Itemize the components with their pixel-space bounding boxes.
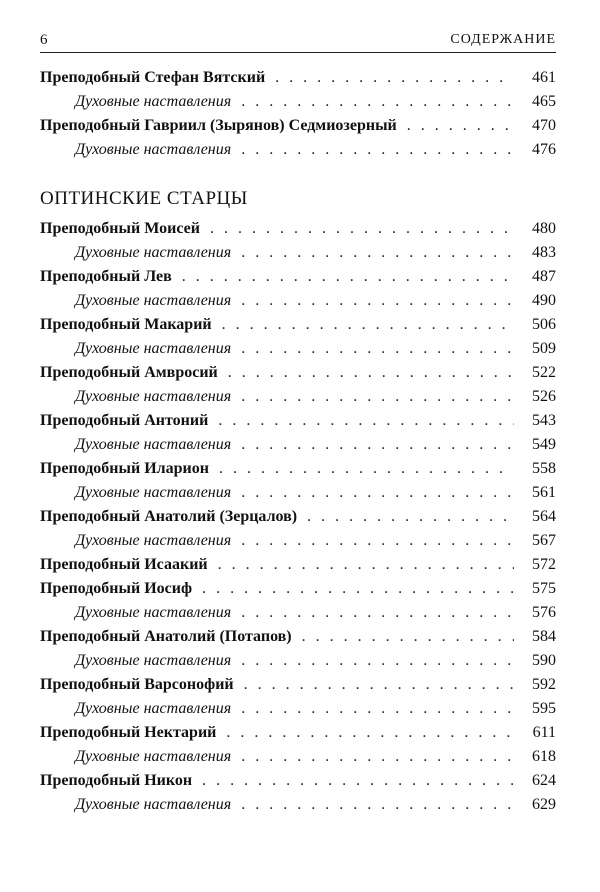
entry-title: Преподобный Стефан Вятский bbox=[40, 69, 266, 86]
page-ref: 564 bbox=[532, 508, 556, 525]
page-number: 6 bbox=[40, 32, 48, 48]
page-ref: 526 bbox=[532, 388, 556, 405]
toc-subentry[interactable] bbox=[40, 90, 556, 114]
toc-subentry[interactable] bbox=[40, 289, 556, 313]
page-ref: 618 bbox=[532, 748, 556, 765]
dot-leader bbox=[241, 649, 514, 673]
dot-leader bbox=[307, 505, 514, 529]
dot-leader bbox=[241, 481, 514, 505]
entry-title: Преподобный Гавриил (Зырянов) Седмиозерный bbox=[40, 117, 397, 134]
page-ref: 572 bbox=[532, 556, 556, 573]
page-ref: 465 bbox=[532, 93, 556, 110]
page-ref: 461 bbox=[532, 69, 556, 86]
entry-title: Преподобный Нектарий bbox=[40, 724, 217, 741]
subentry-title: Духовные наставления bbox=[75, 244, 232, 261]
subentry-title: Духовные наставления bbox=[75, 652, 232, 669]
page-ref: 558 bbox=[532, 460, 556, 477]
page-ref: 543 bbox=[532, 412, 556, 429]
dot-leader bbox=[226, 721, 514, 745]
toc-subentry[interactable] bbox=[40, 241, 556, 265]
page-ref: 506 bbox=[532, 316, 556, 333]
dot-leader bbox=[182, 265, 514, 289]
toc-subentry[interactable] bbox=[40, 481, 556, 505]
page-header bbox=[40, 30, 556, 53]
subentry-title: Духовные наставления bbox=[75, 796, 232, 813]
dot-leader bbox=[218, 553, 514, 577]
toc-subentry[interactable] bbox=[40, 697, 556, 721]
page-ref: 611 bbox=[532, 724, 556, 741]
subentry-title: Духовные наставления bbox=[75, 532, 232, 549]
entry-title: Преподобный Макарий bbox=[40, 316, 212, 333]
table-of-contents bbox=[40, 66, 556, 817]
dot-leader bbox=[241, 241, 514, 265]
page-ref: 567 bbox=[532, 532, 556, 549]
dot-leader bbox=[218, 409, 514, 433]
entry-title: Преподобный Варсонофий bbox=[40, 676, 234, 693]
toc-entry[interactable] bbox=[40, 409, 556, 433]
page-ref: 595 bbox=[532, 700, 556, 717]
running-title: СОДЕРЖАНИЕ bbox=[450, 32, 556, 47]
page-ref: 490 bbox=[532, 292, 556, 309]
toc-subentry[interactable] bbox=[40, 529, 556, 553]
page-ref: 561 bbox=[532, 484, 556, 501]
dot-leader bbox=[241, 745, 514, 769]
entry-title: Преподобный Моисей bbox=[40, 220, 200, 237]
toc-entry[interactable] bbox=[40, 265, 556, 289]
toc-subentry[interactable] bbox=[40, 433, 556, 457]
section-heading: ОПТИНСКИЕ СТАРЦЫ bbox=[40, 188, 248, 209]
dot-leader bbox=[241, 601, 514, 625]
toc-entry[interactable] bbox=[40, 313, 556, 337]
dot-leader bbox=[275, 66, 514, 90]
subentry-title: Духовные наставления bbox=[75, 436, 232, 453]
toc-entry[interactable] bbox=[40, 673, 556, 697]
entry-title: Преподобный Амвросий bbox=[40, 364, 218, 381]
page-ref: 575 bbox=[532, 580, 556, 597]
subentry-title: Духовные наставления bbox=[75, 388, 232, 405]
dot-leader bbox=[241, 385, 514, 409]
toc-entry[interactable] bbox=[40, 217, 556, 241]
subentry-title: Духовные наставления bbox=[75, 340, 232, 357]
entry-title: Преподобный Анатолий (Потапов) bbox=[40, 628, 292, 645]
subentry-title: Духовные наставления bbox=[75, 748, 232, 765]
dot-leader bbox=[302, 625, 514, 649]
toc-entry[interactable] bbox=[40, 553, 556, 577]
entry-title: Преподобный Лев bbox=[40, 268, 172, 285]
subentry-title: Духовные наставления bbox=[75, 700, 232, 717]
page-ref: 549 bbox=[532, 436, 556, 453]
page-ref: 476 bbox=[532, 141, 556, 158]
entry-title: Преподобный Иосиф bbox=[40, 580, 193, 597]
subentry-title: Духовные наставления bbox=[75, 604, 232, 621]
dot-leader bbox=[241, 289, 514, 313]
toc-entry[interactable] bbox=[40, 721, 556, 745]
page-ref: 522 bbox=[532, 364, 556, 381]
page-ref: 487 bbox=[532, 268, 556, 285]
dot-leader bbox=[241, 433, 514, 457]
page-ref: 592 bbox=[532, 676, 556, 693]
dot-leader bbox=[241, 697, 514, 721]
page-ref: 483 bbox=[532, 244, 556, 261]
subentry-title: Духовные наставления bbox=[75, 93, 232, 110]
entry-title: Преподобный Исаакий bbox=[40, 556, 208, 573]
entry-title: Преподобный Антоний bbox=[40, 412, 209, 429]
toc-subentry[interactable] bbox=[40, 385, 556, 409]
page-ref: 590 bbox=[532, 652, 556, 669]
page-ref: 576 bbox=[532, 604, 556, 621]
toc-entry[interactable] bbox=[40, 625, 556, 649]
dot-leader bbox=[241, 90, 514, 114]
entry-title: Преподобный Иларион bbox=[40, 460, 209, 477]
page-ref: 584 bbox=[532, 628, 556, 645]
subentry-title: Духовные наставления bbox=[75, 141, 232, 158]
toc-entry[interactable] bbox=[40, 577, 556, 601]
page-ref: 470 bbox=[532, 117, 556, 134]
dot-leader bbox=[241, 138, 514, 162]
dot-leader bbox=[202, 577, 514, 601]
page-ref: 629 bbox=[532, 796, 556, 813]
dot-leader bbox=[241, 337, 514, 361]
dot-leader bbox=[407, 114, 514, 138]
dot-leader bbox=[210, 217, 514, 241]
toc-section bbox=[40, 66, 556, 162]
toc-section bbox=[40, 185, 556, 817]
toc-entry[interactable] bbox=[40, 457, 556, 481]
dot-leader bbox=[222, 313, 514, 337]
dot-leader bbox=[241, 529, 514, 553]
dot-leader bbox=[202, 769, 514, 793]
toc-entry[interactable] bbox=[40, 361, 556, 385]
dot-leader bbox=[228, 361, 514, 385]
page-ref: 624 bbox=[532, 772, 556, 789]
toc-subentry[interactable] bbox=[40, 337, 556, 361]
toc-subentry[interactable] bbox=[40, 649, 556, 673]
toc-subentry[interactable] bbox=[40, 138, 556, 162]
toc-subentry[interactable] bbox=[40, 745, 556, 769]
toc-entry[interactable] bbox=[40, 114, 556, 138]
subentry-title: Духовные наставления bbox=[75, 292, 232, 309]
dot-leader bbox=[219, 457, 514, 481]
dot-leader bbox=[241, 793, 514, 817]
page-ref: 509 bbox=[532, 340, 556, 357]
subentry-title: Духовные наставления bbox=[75, 484, 232, 501]
dot-leader bbox=[244, 673, 514, 697]
toc-subentry[interactable] bbox=[40, 793, 556, 817]
toc-entry[interactable] bbox=[40, 505, 556, 529]
entry-title: Преподобный Анатолий (Зерцалов) bbox=[40, 508, 298, 525]
toc-subentry[interactable] bbox=[40, 601, 556, 625]
toc-entry[interactable] bbox=[40, 66, 556, 90]
entry-title: Преподобный Никон bbox=[40, 772, 193, 789]
toc-entry[interactable] bbox=[40, 769, 556, 793]
page-ref: 480 bbox=[532, 220, 556, 237]
